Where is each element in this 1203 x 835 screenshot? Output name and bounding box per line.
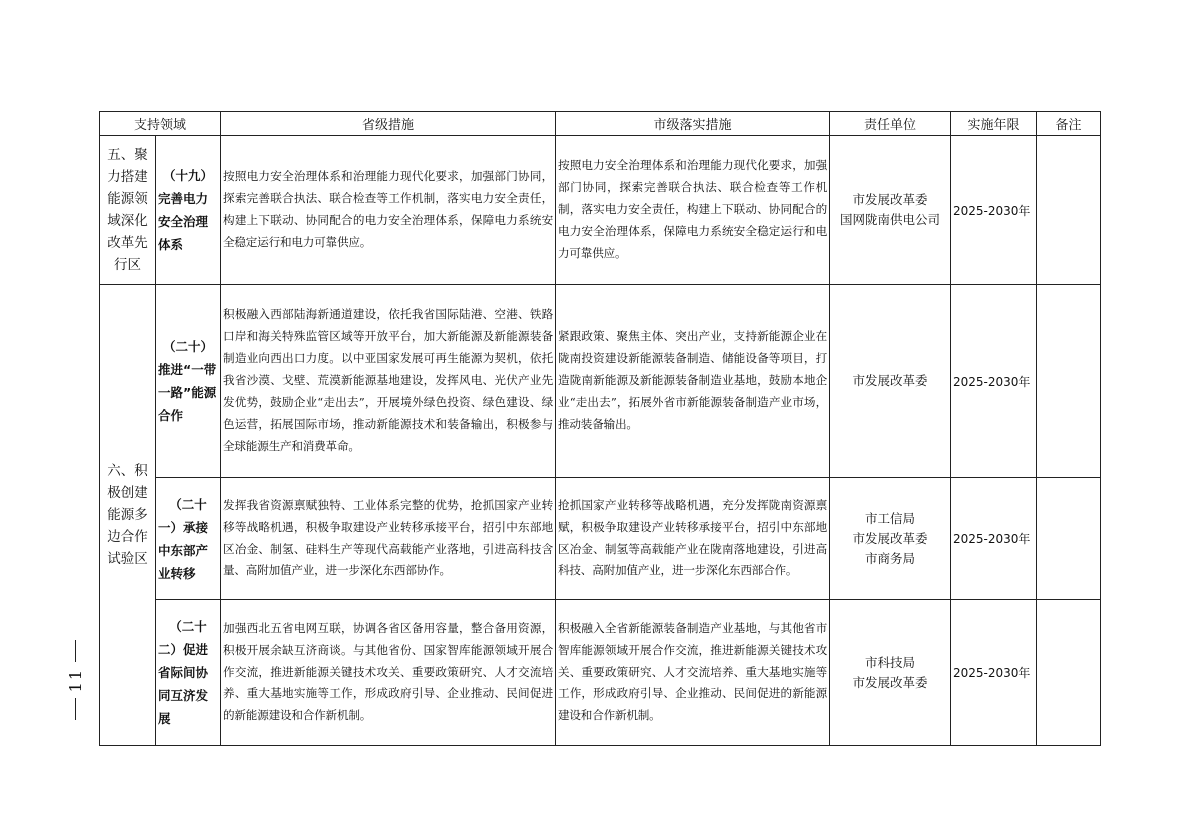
implementation-period: 2025-2030年 (951, 285, 1037, 478)
sub-item-20 (156, 285, 221, 478)
remarks-cell (1037, 478, 1101, 600)
sub-item-number: （十九） (163, 168, 214, 183)
unit-name: 市发展改革委 (852, 192, 928, 207)
table-row (100, 136, 1101, 285)
page-number-text: 11 (65, 668, 85, 693)
table-row (100, 600, 1101, 746)
support-area-five: 五、聚力搭建能源领域深化改革先行区 (100, 136, 156, 285)
sub-item-number: （二十） (163, 339, 214, 354)
sub-item-number: （二十 (169, 619, 207, 634)
city-measure: 积极融入全省新能源装备制造产业基地，与其他省市智库能源领域开展合作交流，推进新能源关键技术攻关、重要政策研究、人才交流培养、重大基地实施等工作，形成政府引导、企业推动、民间促进的新能源建设和合作新机制。 (556, 600, 830, 746)
remarks-cell (1037, 136, 1101, 285)
responsible-unit (830, 600, 951, 746)
sub-item-19 (156, 136, 221, 285)
city-measure: 抢抓国家产业转移等战略机遇，充分发挥陇南资源禀赋，积极争取建设产业转移承接平台，招引中东部地区冶金、制氢等高载能产业在陇南落地建设，引进高科技、高附加值产业，进一步深化东西部合作。 (556, 478, 830, 600)
table-row (100, 478, 1101, 600)
header-support-area: 支持领域 (100, 112, 221, 136)
header-responsible-unit: 责任单位 (830, 112, 951, 136)
sub-item-title: 完善电力安全治理体系 (158, 191, 209, 252)
table-header-row (100, 112, 1101, 136)
unit-name: 市科技局 (865, 654, 916, 670)
table-row (100, 285, 1101, 478)
header-city-measures: 市级落实措施 (556, 112, 830, 136)
page-number-dash (75, 698, 76, 720)
implementation-period: 2025-2030年 (951, 478, 1037, 600)
sub-item-title: 推进“一带一路”能源合作 (158, 362, 217, 423)
city-measure: 按照电力安全治理体系和治理能力现代化要求，加强部门协同，探索完善联合执法、联合检查等工作机制，落实电力安全责任，构建上下联动、协同配合的电力安全治理体系，保障电力系统安全稳定运行和电力可靠供应。 (556, 136, 830, 285)
unit-name: 市发展改革委 (852, 674, 928, 690)
sub-item-22 (156, 600, 221, 746)
header-province-measures: 省级措施 (221, 112, 556, 136)
header-remarks: 备注 (1037, 112, 1101, 136)
sub-item-21 (156, 478, 221, 600)
responsible-unit (830, 136, 951, 285)
province-measure: 积极融入西部陆海新通道建设，依托我省国际陆港、空港、铁路口岸和海关特殊监管区域等开放平台，加大新能源及新能源装备制造业向西出口力度。以中亚国家发展可再生能源为契机，依托我省沙漠、戈壁、荒漠新能源基地建设，发挥风电、光伏产业先发优势，鼓励企业“走出去”，开展境外绿色投资、绿色建设、绿色运营，拓展国际市场，推动新能源技术和装备输出，积极参与全球能源生产和消费革命。 (221, 285, 556, 478)
implementation-period: 2025-2030年 (951, 600, 1037, 746)
sub-item-number: （二十 (169, 496, 207, 512)
implementation-period: 2025-2030年 (951, 136, 1037, 285)
header-implementation-period: 实施年限 (951, 112, 1037, 136)
sub-item-title: 二）促进省际间协同互济发展 (158, 642, 209, 726)
page-number-dash (75, 640, 76, 662)
unit-name: 市商务局 (865, 550, 916, 566)
city-measure: 紧跟政策、聚焦主体、突出产业，支持新能源企业在陇南投资建设新能源装备制造、储能设备等项目，打造陇南新能源及新能源装备制造业基地，鼓励本地企业“走出去”，拓展外省市新能源装备制造产业市场，推动装备输出。 (556, 285, 830, 478)
page-number (64, 640, 86, 735)
province-measure: 按照电力安全治理体系和治理能力现代化要求，加强部门协同，探索完善联合执法、联合检查等工作机制，落实电力安全责任，构建上下联动、协同配合的电力安全治理体系，保障电力系统安全稳定运行和电力可靠供应。 (221, 136, 556, 285)
province-measure: 发挥我省资源禀赋独特、工业体系完整的优势，抢抓国家产业转移等战略机遇，积极争取建设产业转移承接平台，招引中东部地区冶金、制氢、硅料生产等现代高载能产业落地，引进高科技含量、高附加值产业，进一步深化东西部协作。 (221, 478, 556, 600)
remarks-cell (1037, 600, 1101, 746)
unit-name: 市发展改革委 (852, 373, 928, 388)
unit-name: 市工信局 (865, 510, 916, 526)
responsible-unit (830, 285, 951, 478)
unit-name: 市发展改革委 (852, 530, 928, 546)
responsible-unit (830, 478, 951, 600)
sub-item-title: 一）承接中东部产业转移 (158, 519, 209, 581)
support-area-six: 六、积极创建能源多边合作试验区 (100, 285, 156, 746)
unit-name: 国网陇南供电公司 (840, 212, 941, 227)
remarks-cell (1037, 285, 1101, 478)
province-measure: 加强西北五省电网互联，协调各省区备用容量，整合备用资源，积极开展余缺互济商谈。与其他省份、国家智库能源领域开展合作交流，推进新能源关键技术攻关、重要政策研究、人才交流培养、重大基地实施等工作，形成政府引导、企业推动、民间促进的新能源建设和合作新机制。 (221, 600, 556, 746)
policy-table (99, 111, 1101, 746)
